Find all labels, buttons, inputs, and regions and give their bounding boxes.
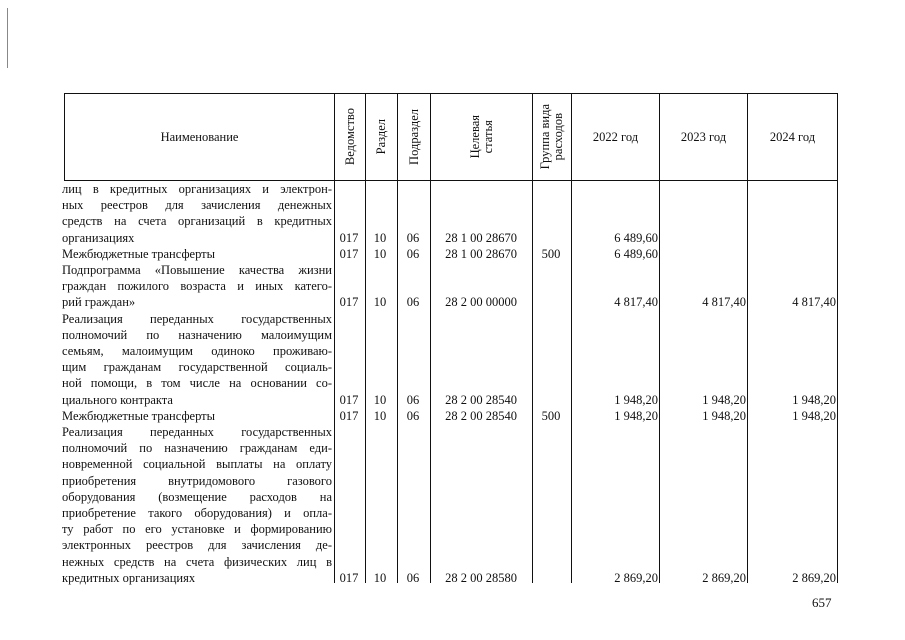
table-row <box>0 311 905 408</box>
razdel-cell: 10 <box>373 295 387 310</box>
table-row <box>0 262 905 311</box>
row-name-line: Реализация переданных государственных <box>62 425 332 439</box>
table-row <box>0 246 905 262</box>
row-name-line: новременной социальной выплаты на оплату <box>62 457 332 472</box>
row-name-line: Межбюджетные трансферты <box>62 408 216 423</box>
amount-2024-cell: 4 817,40 <box>792 295 836 310</box>
amount-2023-cell: 1 948,20 <box>702 392 746 407</box>
row-name-line: щим гражданам государственной социаль- <box>62 360 332 375</box>
amount-2023-cell: 2 869,20 <box>702 570 746 585</box>
row-name-line: Подпрограмма «Повышение качества жизни <box>62 263 332 277</box>
row-name-line: полномочий по назначению гражданам еди- <box>62 441 332 456</box>
podrazdel-cell: 06 <box>406 392 420 407</box>
row-name-line: лиц в кредитных организациях и электрон- <box>62 182 332 196</box>
row-name-line: оборудования (возмещение расходов на <box>62 489 332 504</box>
row-name-line: циального контракта <box>62 392 173 407</box>
row-name <box>62 311 332 408</box>
row-name-line: приобретения внутридомового газового <box>62 473 332 488</box>
celevaya-cell: 28 2 00 00000 <box>445 295 517 310</box>
header-name: Наименование <box>160 130 239 144</box>
amount-2022-cell: 1 948,20 <box>614 408 658 423</box>
row-name <box>62 424 332 586</box>
amount-2024-cell: 1 948,20 <box>792 408 836 423</box>
amount-2023-cell: 4 817,40 <box>702 295 746 310</box>
row-name-line: организациях <box>62 230 135 245</box>
podrazdel-cell: 06 <box>406 408 420 423</box>
row-name-line: граждан пожилого возраста и иных катего- <box>62 279 332 294</box>
header-razdel: Раздел <box>374 119 388 155</box>
row-name-line: полномочий по назначению малоимущим <box>62 327 332 342</box>
row-name-line: ной помощи, в том числе на основании со- <box>62 376 332 391</box>
amount-2024-cell: 2 869,20 <box>792 570 836 585</box>
row-name-line: семьям, малоимущим одиноко проживаю- <box>62 343 332 358</box>
header-year-2023: 2023 год <box>680 130 727 144</box>
row-name-line: рий граждан» <box>62 295 136 310</box>
vedomstvo-cell: 017 <box>339 295 359 310</box>
header-podrazdel: Подраздел <box>406 109 421 165</box>
row-name-line: ных реестров для зачисления денежных <box>62 198 332 213</box>
row-name-line: кредитных организациях <box>62 570 196 585</box>
row-name-line: нежных средств на счета физических лиц в <box>62 554 332 569</box>
celevaya-cell: 28 2 00 28540 <box>445 392 517 407</box>
amount-2022-cell: 1 948,20 <box>614 392 658 407</box>
vedomstvo-cell: 017 <box>339 408 359 423</box>
table-row <box>0 181 905 246</box>
podrazdel-cell: 06 <box>406 570 420 585</box>
celevaya-cell: 28 2 00 28540 <box>445 408 517 423</box>
header-year-2024: 2024 год <box>769 130 816 144</box>
row-name-line: Реализация переданных государственных <box>62 311 332 326</box>
table-row <box>0 408 905 424</box>
header-gruppa: Группа вида расходов <box>538 104 565 170</box>
row-name <box>62 262 332 311</box>
gruppa-cell: 500 <box>541 246 561 261</box>
celevaya-cell: 28 2 00 28580 <box>445 570 517 585</box>
header-vedomstvo: Ведомство <box>342 108 357 166</box>
row-name-line: ту работ по его установке и формированию <box>62 522 332 537</box>
amount-2024-cell: 1 948,20 <box>792 392 836 407</box>
margin-mark <box>7 8 8 68</box>
razdel-cell: 10 <box>373 408 387 423</box>
table-row <box>0 424 905 586</box>
header-celevaya: Целевая статья <box>467 115 495 159</box>
podrazdel-cell: 06 <box>406 295 420 310</box>
row-name <box>62 408 332 424</box>
razdel-cell: 10 <box>373 246 387 261</box>
row-name <box>62 181 332 246</box>
row-name <box>62 246 332 262</box>
vedomstvo-cell: 017 <box>339 570 359 585</box>
amount-2022-cell: 4 817,40 <box>614 295 658 310</box>
page-number: 657 <box>812 595 832 610</box>
header-year-2022: 2022 год <box>592 130 639 144</box>
razdel-cell: 10 <box>373 230 387 245</box>
celevaya-cell: 28 1 00 28670 <box>445 230 517 245</box>
amount-2022-cell: 6 489,60 <box>614 246 658 261</box>
podrazdel-cell: 06 <box>406 230 420 245</box>
gruppa-cell: 500 <box>541 408 561 423</box>
vedomstvo-cell: 017 <box>339 230 359 245</box>
vedomstvo-cell: 017 <box>339 246 359 261</box>
amount-2023-cell: 1 948,20 <box>702 408 746 423</box>
podrazdel-cell: 06 <box>406 246 420 261</box>
row-name-line: Межбюджетные трансферты <box>62 246 216 261</box>
vedomstvo-cell: 017 <box>339 392 359 407</box>
row-name-line: приобретение такого оборудования) и опла- <box>62 505 332 520</box>
razdel-cell: 10 <box>373 392 387 407</box>
amount-2022-cell: 2 869,20 <box>614 570 658 585</box>
amount-2022-cell: 6 489,60 <box>614 230 658 245</box>
razdel-cell: 10 <box>373 570 387 585</box>
row-name-line: средств на счета организаций в кредитных <box>62 214 332 229</box>
row-name-line: электронных реестров для зачисления де- <box>62 538 332 553</box>
celevaya-cell: 28 1 00 28670 <box>445 246 517 261</box>
